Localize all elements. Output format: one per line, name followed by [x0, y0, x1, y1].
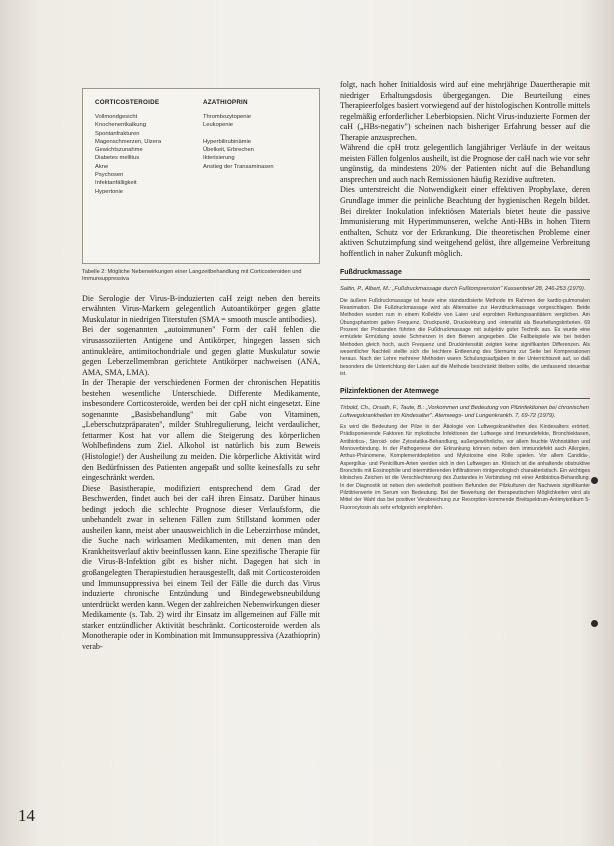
side-effects-table	[82, 88, 320, 264]
table-item: Thrombozytopenie	[203, 114, 252, 120]
paragraph: folgt, nach hoher Initialdosis wird auf eine mehrjährige Dauertherapie mit niedriger Erhaltungsdosis übergegangen. Die Beurteilung eines Therapieerfolges basiert vorwiegend auf der histologischen Kontrolle mittels regelmäßig erforderlicher Leberbiopsien. Nicht Virus-induzierte Formen der caH („HBs-negativ") scheinen nach bisheriger Erfahrung besser auf die Therapie anzusprechen.	[340, 80, 590, 142]
table-item: Anstieg der Transaminasen	[203, 163, 274, 170]
paragraph: Dies unterstreicht die Notwendigkeit einer effektiven Prophylaxe, deren Grundlage immer die peinliche Beachtung der hygienischen Regeln bildet. Bei direkter Inokulation infektiösen Materials bietet heute die passive Immunisierung mit Hyperimmunseren, welche Anti-HBs in hohen Titern enthalten, Schutz vor der Erkrankung. Die theoretischen Probleme einer aktiven Schutzimpfung sind weitgehend gelöst, ihre allgemeine Verbreitung hoffentlich in naher Zukunft möglich.	[340, 185, 590, 258]
table-item: Knochenentkalkung	[95, 122, 146, 129]
azathioprin-list	[203, 113, 311, 171]
paragraph: Bei der sogenannten „autoimmunen" Form der caH fehlen die virusassoziierten Antigene und Antikörper, hingegen lassen sich antinukleäre, antimitochondriale und gegen glatte Muskulatur sowie gegen Leberzellmembran gerichtete Antikörper nachweisen (ANA, AMA, SMA, LMA).	[82, 325, 320, 377]
table-caption: Tabelle 2: Mögliche Nebenwirkungen einer Langzeitbehandlung mit Corticosteroiden und Immunsuppressiva	[82, 269, 302, 283]
table-item: Akne	[95, 163, 109, 170]
section-fussdruckmassage	[340, 269, 590, 378]
table-item: Leukopenie	[203, 122, 233, 129]
table-column-azathioprin	[203, 97, 311, 196]
table-item: Diabetes mellitus	[95, 155, 140, 162]
paragraph: Die Serologie der Virus-B-induzierten caH zeigt neben den bereits erwähnten Virus-Markern gelegentlich Autoantikörper gegen glatte Muskulatur in niedrigen Titerstufen (SMA = smooth muscle antibodies).	[82, 293, 320, 324]
table-item: Hypertonie	[95, 188, 124, 195]
table-item: Ikterisierung	[203, 155, 235, 162]
table-column-corticosteroids	[95, 97, 203, 196]
section-title: Fußdruckmassage	[340, 269, 590, 280]
binder-hole	[591, 477, 598, 484]
left-column	[82, 88, 320, 652]
table-item: Magenschmerzen, Ulzera	[95, 138, 162, 145]
table-item: Psychosen	[95, 172, 124, 179]
left-body-text	[82, 294, 320, 653]
page-number: 14	[18, 806, 35, 825]
paragraph: Während die cpH trotz gelegentlich langjähriger Verläufe in der weitaus meisten Fällen folgenlos ausheilt, ist die Prognose der caH nach wie vor sehr ungünstig, da mindestens 20% der Patienten nicht auf die Behandlung ansprechen und auch nach Remissionen häufig Rezidive auftreten.	[340, 143, 590, 184]
paragraph: Diese Basistherapie, modifiziert entsprechend dem Grad der Beschwerden, findet auch bei der caH ihren Einsatz. Darüber hinaus bedingt jedoch die schlechte Prognose dieser Verlaufsform, die unbehandelt zwar in seltenen Fällen zum Stillstand kommen oder ausheilen kann, meist aber unausweichlich in die Leberzirrhose mündet, die Suche nach wirksamen Medikamenten, mit denen man den Krankheitsverlauf aktiv beeinflussen kann. Eine spezifische Therapie für die Virus-B-Infektion gibt es bisher nicht. Dagegen hat sich in großangelegten Therapiestudien herausgestellt, daß mit Corticosteroiden und Immunsuppressiva bei einem Teil der Fälle die durch das Virus induzierte chronische Entzündung und Bindegewebsneubildung unterdrückt werden kann. Wegen der zahlreichen Nebenwirkungen dieser Medikamente (s. Tab. 2) wird ihr Einsatz im allgemeinen auf Fälle mit starker entzündlicher Aktivität beschränkt. Corticosteroide werden als Monotherapie oder in Kombination mit Immunsuppressiva (Azathioprin) verab-	[82, 483, 320, 651]
table-item: Hyperbilirubinämie	[203, 138, 252, 145]
section-abstract: Die äußere Fußdruckmassage ist heute eine standardisierte Methode im Rahmen der kardio-pulmonalen Reanimation. Die Fußdruckmassage wird als Alternative zur Herzdruckmassage vorgeschlagen. Beide Methoden wurden nun in einem Kollektiv von Laien und erprobten Rettungssanitätern verglichen. Am Übungsphantom galten Frequenz, Druckpunkt, Druckwirkung und -intensität als Beurteilungskriterien. 69 Prozent der Probanden führten die Fußdruckmassage mit subjektiv guter Technik aus. Es wurde eine ermüdete Ermüdung sowie Schmerzen in den Beinen angegeben. Die Fallbeispiele wie bei beiden Methoden gleich hoch, auch Frequenz und Druckintensität zeigten keine signifikanten Differenzen. Als wesentlicher Nachteil stellte sich die leichtere Entleerung des Sternums zur Seite bei Kompressionen heraus. Nach der Lehre mehrerer Methoden waren Schulungsaufgaben in der Unterrichtszeit auf, so daß besonders die Unterrichtung der Laien auf die Methode beschränkt bleiben sollte, die umfassend steuerbar ist.	[340, 297, 590, 378]
section-pilzinfektionen	[340, 388, 590, 512]
table-item: Gewichtszunahme	[95, 147, 143, 154]
paragraph: In der Therapie der verschiedenen Formen der chronischen Hepatitis bestehen wesentliche Unterschiede. Differente Medikamente, insbesondere Corticosteroide, werden bei der cpH nicht eingesetzt. Eine sogenannte „Basisbehandlung" mit Gabe von Vitaminen, „Leberschutzpräparaten", milder Stuhlregulierung, leicht verdaulicher, fettarmer Kost hat vor allem die Steigerung des körperlichen Wohlbefindens zum Ziel. Alkohol ist natürlich bis zum Beweis (Histologie!) der Ausheilung zu meiden. Die körperliche Aktivität wird den Bedürfnissen des Patienten angepaßt und sollte keinesfalls zu sehr eingeschränkt werden.	[82, 378, 320, 483]
table-item: Übelkeit, Erbrechen	[203, 147, 254, 154]
binder-hole	[591, 620, 598, 627]
right-body-text	[340, 80, 590, 259]
section-title: Pilzinfektionen der Atemwege	[340, 388, 590, 399]
section-reference: Saltin, P., Albert, M.: „Fußdruckmassage durch Fußtomprension" Kassenbrief 28, 246-253 (1979).	[340, 286, 586, 293]
table-item: Spontanfrakturen	[95, 130, 140, 137]
corticosteroid-list	[95, 113, 203, 196]
table-item: Infektanfälligkeit	[95, 180, 137, 187]
right-column	[340, 80, 590, 512]
table-header-azathioprin: AZATHIOPRIN	[203, 99, 248, 106]
table-item: Vollmondgesicht	[95, 114, 138, 120]
section-abstract: Es wird die Bedeutung der Pilze in der Ätiologie von Luftwegskrankheiten des Kindesalters erörtert. Prädisponierende Faktoren für mykotische Infektionen der Luftwege sind Immundefekte, Bronchiektasen, Antibiotica-, Steroid- oder Zytostatika-Behandlung, außergewöhnliche, vor allem feuchte Wohnstätten und Monoverbindung. In der Pathogenese der Erkrankung können neben dem immundefekt auch Allergien, Arthus-Phänomene, Komplementdepletion und Mykotoxine eine Rolle spielen. Vor allem Candida-, Aspergillus- und Penicillium-Arten werden sich in den Luftwegen an. Klinisch ist die anhaltende obstruktive Bronchitis mit Eosinophilie und intermittierenden Infiltrationen röntgenologisch charakteristisch. Ein wichtiges klinisches Zeichen ist die Verschlechterung des Zustandes in Verbindung mit einer Antibiotica-Behandlung. In der Diagnostik ist neben den wiederholt positiven Befunden der Pilzkulturen der Nachweis signifikanter Pilztitrierwerte im Serum von Bedeutung. Bei der Bewertung der therapeutischen Möglichkeiten wird als Mittel der Wahl das bei positiver Verabreichung zur Resorption kommende Breitspektrum-Antimykotikum 5-Fluorocytosin als sehr erfolgreich empfohlen.	[340, 423, 590, 511]
section-reference: Tirbold, Ch., Orsath, F., Taute, B.: „Vorkommen und Bedeutung von Pilzinfektionen bei chronischen Luftwegskrankheiten im Kindesalter". Atemwegs- und Lungenkrankh. 7, 69-72 (1979).	[340, 405, 589, 419]
table-header-corticosteroids: CORTICOSTEROIDE	[95, 99, 160, 106]
table-item	[203, 130, 311, 138]
